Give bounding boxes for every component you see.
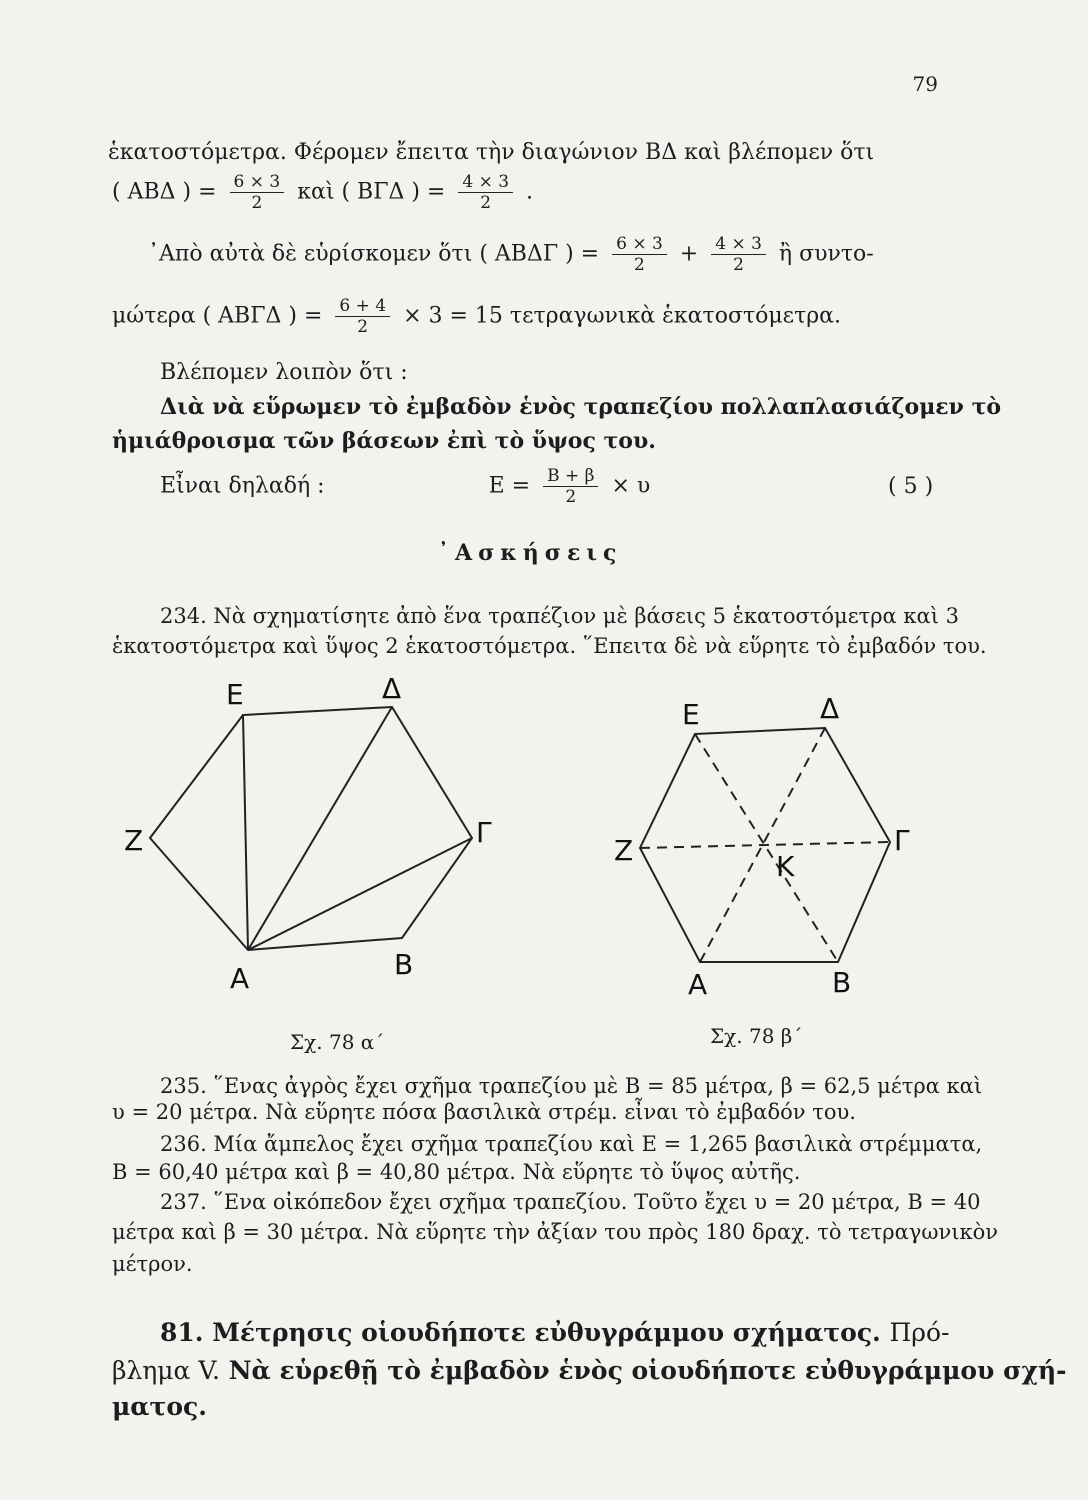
label-B: Β <box>394 948 414 981</box>
label-G: Γ <box>894 824 910 857</box>
label-E: Ε <box>682 698 700 731</box>
figure-78b <box>600 690 940 1020</box>
exercise-234-line-2: ἑκατοστόμετρα καὶ ὕψος 2 ἑκατοστόμετρα. ῞Επειτα δὲ νὰ εὕρητε τὸ ἐμβαδόν του. <box>112 634 987 658</box>
dashed-diagonal-ZG <box>640 842 890 848</box>
fraction: $\frac{6 \times 3}{2}$ <box>230 172 285 213</box>
rule-line-1: Διὰ νὰ εὕρωμεν τὸ ἐμβαδὸν ἑνὸς τραπεζίου πολλαπλασιάζομεν τὸ <box>160 394 1002 420</box>
text-line-5: Βλέπομεν λοιπὸν ὅτι : <box>160 360 408 385</box>
exercise-236-line-2: Β = 60,40 μέτρα καὶ β = 40,80 μέτρα. Νὰ εὕρητε τὸ ὕψος αὐτῆς. <box>112 1160 801 1184</box>
label-G: Γ <box>476 816 492 849</box>
fraction: $\frac{B + \beta}{2}$ <box>543 466 598 507</box>
formula-line-2: ( ΑΒΔ ) = $\frac{6 \times 3}{2}$ καὶ ( ΒΓΔ ) = $\frac{4 \times 3}{2}$ . <box>112 172 534 213</box>
label-B: Β <box>832 966 852 999</box>
exercise-234-line-1: 234. Νὰ σχηματίσητε ἀπὸ ἕνα τραπέζιον μὲ βάσεις 5 ἑκατοστόμετρα καὶ 3 <box>160 604 959 628</box>
formula-number: ( 5 ) <box>888 474 934 499</box>
exercise-237-line-2: μέτρα καὶ β = 30 μέτρα. Νὰ εὕρητε τὴν ἀξίαν του πρὸς 180 δραχ. τὸ τετραγωνικὸν <box>112 1220 999 1244</box>
figure-78a-caption: Σχ. 78 α΄ <box>290 1030 385 1054</box>
fraction: $\frac{4 \times 3}{2}$ <box>458 172 513 213</box>
label-D: Δ <box>382 672 402 705</box>
rule-line-2: ἡμιάθροισμα τῶν βάσεων ἐπὶ τὸ ὕψος του. <box>112 428 656 454</box>
section-heading-exercises: ᾿Ασκήσεις <box>438 540 623 566</box>
label-A: Α <box>230 962 250 995</box>
hexagon-outline <box>150 707 472 950</box>
label-K: Κ <box>776 850 795 883</box>
section-81-heading: 81. Μέτρησις οἱουδήποτε εὐθυγράμμου σχήματος. Πρό- <box>160 1318 950 1347</box>
section-81-line-3: ματος. <box>112 1392 207 1421</box>
formula-line-3: ᾿Απὸ αὐτὰ δὲ εὑρίσκομεν ὅτι ( ΑΒΔΓ ) = $\frac{6 \times 3}{2}$ + $\frac{4 \times 3}{2}$ ἢ συντο- <box>148 234 874 275</box>
diagonal-AE <box>243 715 248 950</box>
fraction: $\frac{6 + 4}{2}$ <box>335 296 390 337</box>
text-line-1: ἑκατοστόμετρα. Φέρομεν ἔπειτα τὴν διαγώνιον ΒΔ καὶ βλέπομεν ὅτι <box>108 140 875 165</box>
label-E: Ε <box>226 678 244 711</box>
exercise-236-line-1: 236. Μία ἄμπελος ἔχει σχῆμα τραπεζίου καὶ Ε = 1,265 βασιλικὰ στρέμματα, <box>160 1132 983 1156</box>
formula-line-4: μώτερα ( ΑΒΓΔ ) = $\frac{6 + 4}{2}$ × 3 = 15 τετραγωνικὰ ἑκατοστόμετρα. <box>112 296 842 337</box>
label-Z: Ζ <box>124 824 144 857</box>
formula-line-8: Εἶναι δηλαδή : Ε = $\frac{B + \beta}{2}$ × υ <box>160 466 651 507</box>
exercise-237-line-1: 237. ῞Ενα οἰκόπεδον ἔχει σχῆμα τραπεζίου. Τοῦτο ἔχει υ = 20 μέτρα, Β = 40 <box>160 1190 981 1214</box>
exercise-235-line-2: υ = 20 μέτρα. Νὰ εὕρητε πόσα βασιλικὰ στρέμ. εἶναι τὸ ἐμβαδόν του. <box>112 1100 856 1124</box>
figure-78b-caption: Σχ. 78 β΄ <box>710 1024 803 1048</box>
page-number: 79 <box>912 72 938 96</box>
formula-bgd: καὶ ( ΒΓΔ ) = <box>297 179 446 205</box>
label-Z: Ζ <box>614 834 634 867</box>
formula-abd: ( ΑΒΔ ) = <box>112 179 217 205</box>
label-D: Δ <box>820 692 840 725</box>
fraction: $\frac{6 \times 3}{2}$ <box>612 234 667 275</box>
fraction: $\frac{4 \times 3}{2}$ <box>711 234 766 275</box>
dashed-diagonal-EB <box>695 734 838 962</box>
section-81-line-2: βλημα V. Νὰ εὑρεθῇ τὸ ἐμβαδὸν ἑνὸς οἱουδήποτε εὐθυγράμμου σχή- <box>112 1356 1067 1385</box>
figure-78a <box>110 670 510 1050</box>
label-A: Α <box>688 968 708 1001</box>
exercise-235-line-1: 235. ῞Ενας ἀγρὸς ἔχει σχῆμα τραπεζίου μὲ Β = 85 μέτρα, β = 62,5 μέτρα καὶ <box>160 1074 983 1098</box>
exercise-237-line-3: μέτρον. <box>112 1252 193 1276</box>
